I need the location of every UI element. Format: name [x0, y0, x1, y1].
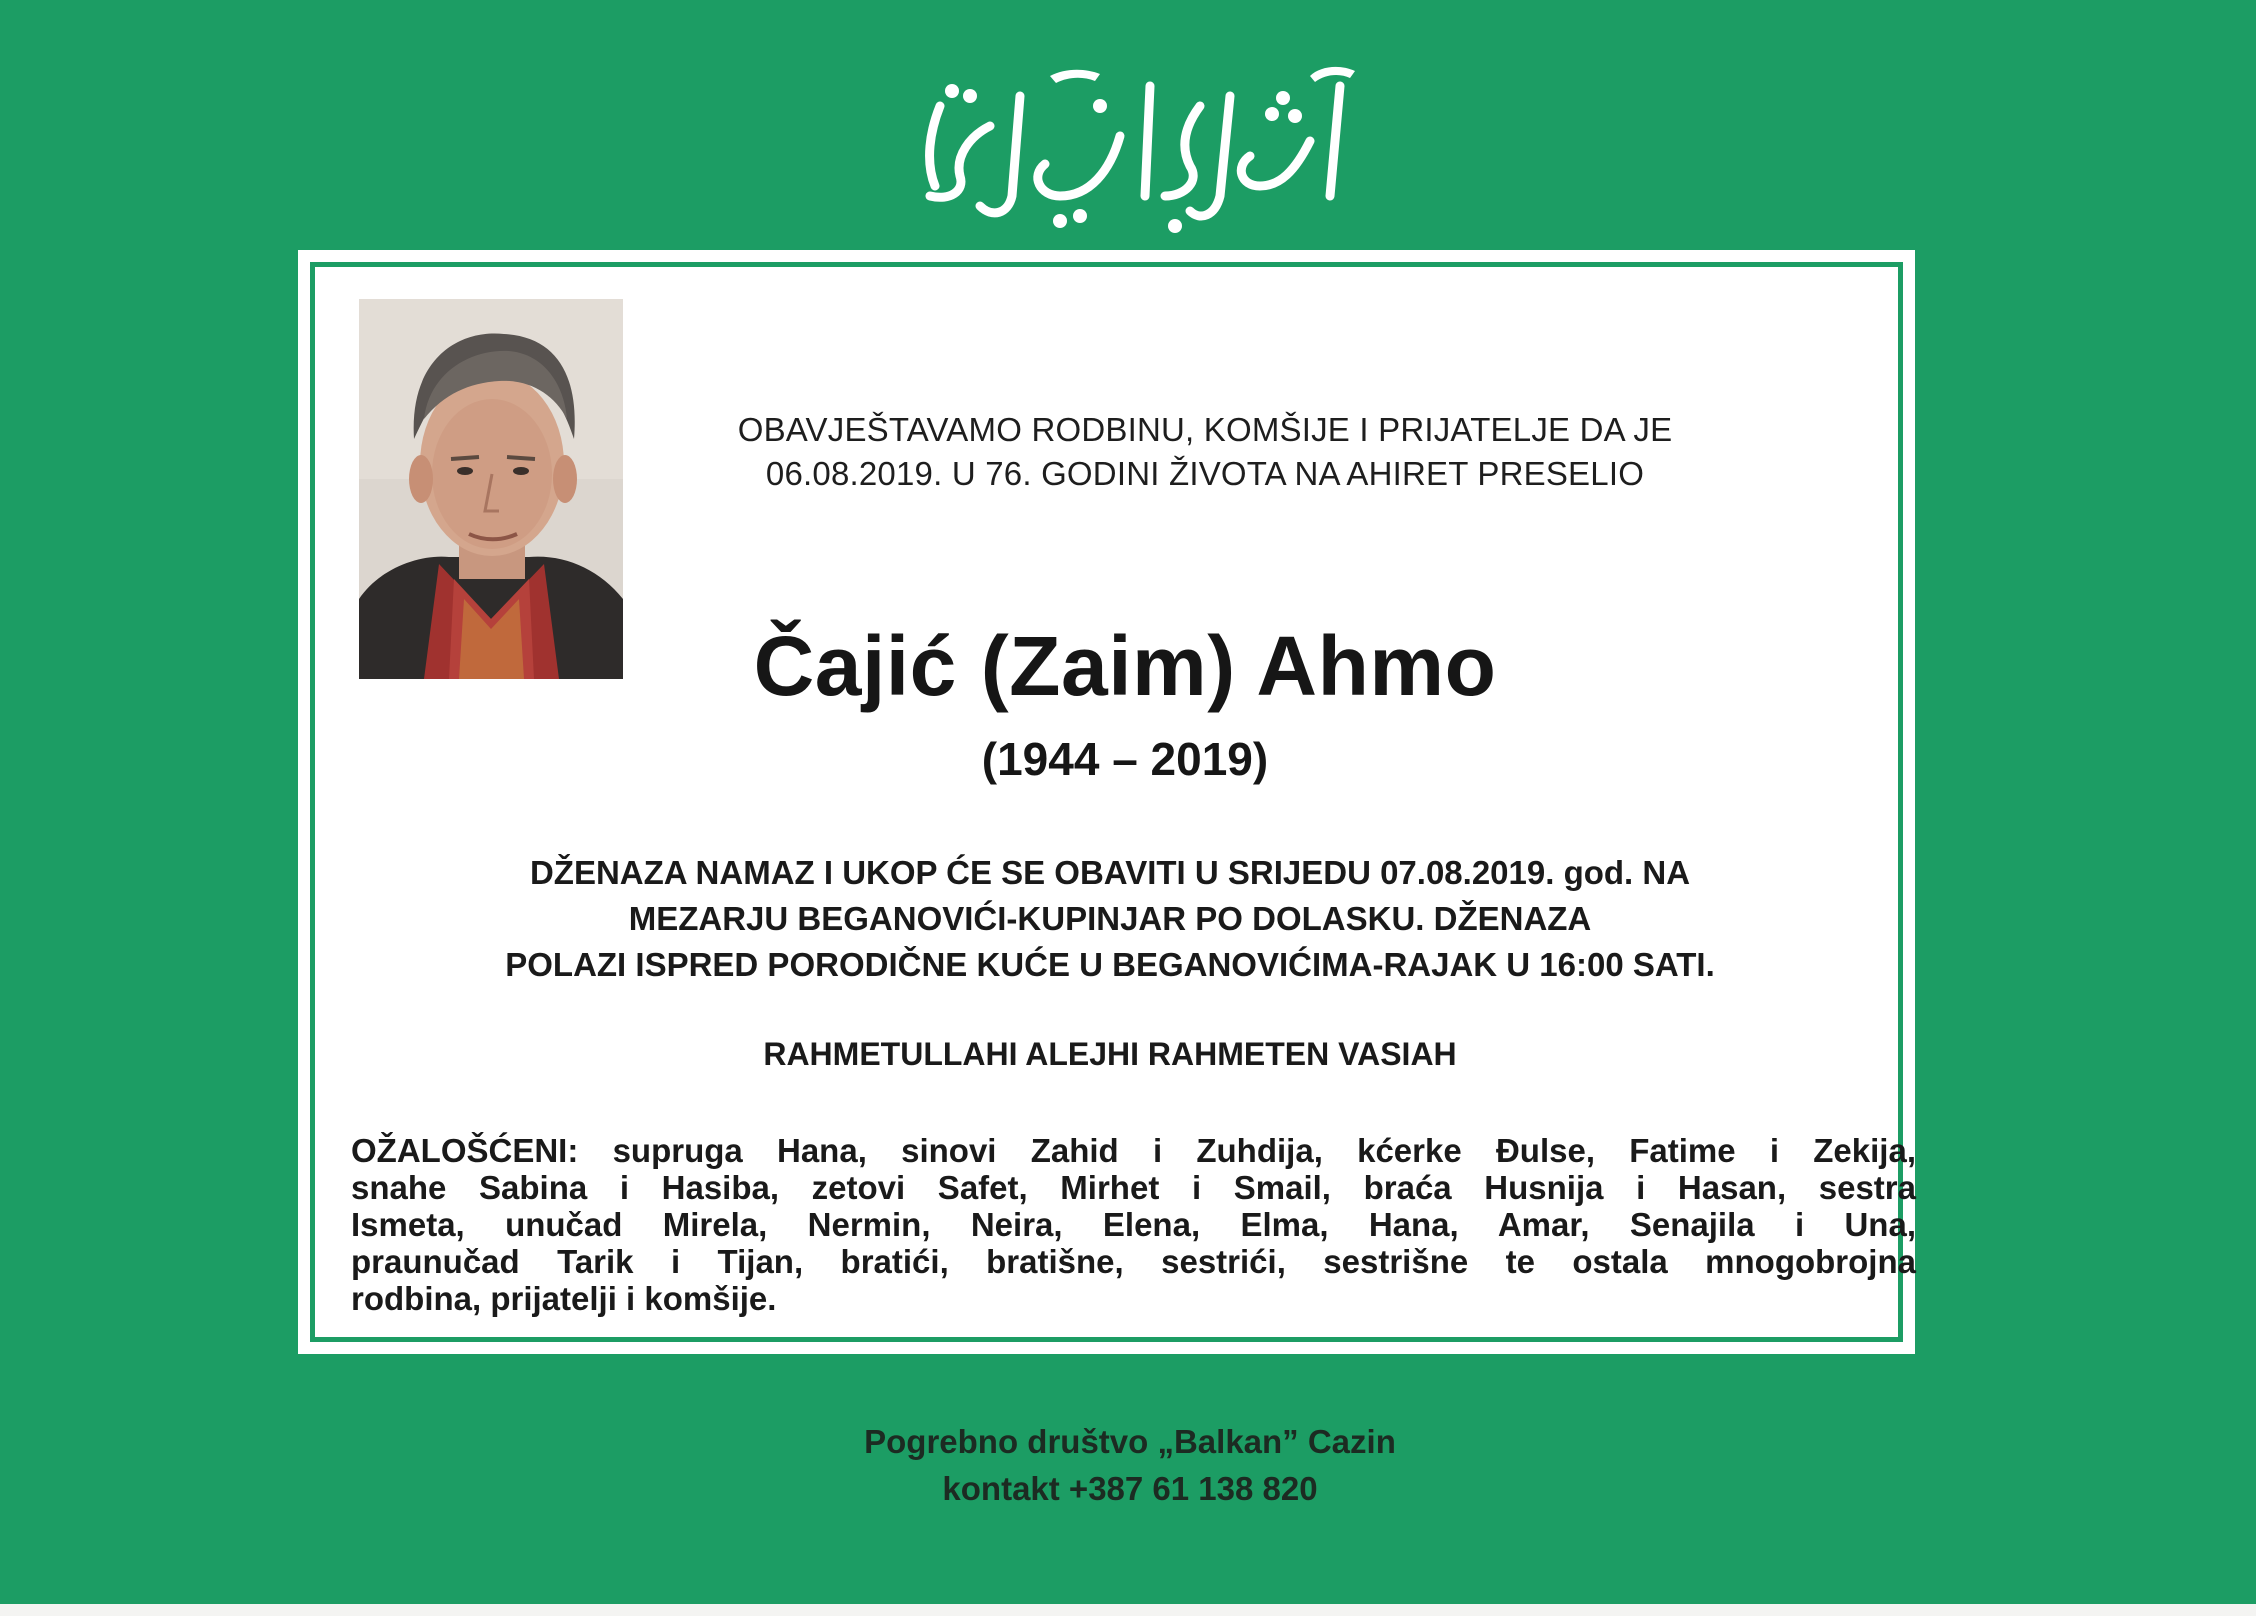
funeral-home-name: Pogrebno društvo „Balkan” Cazin [864, 1423, 1396, 1460]
scan-edge [0, 1604, 2256, 1616]
funeral-line: DŽENAZA NAMAZ I UKOP ĆE SE OBAVITI U SRIJEDU 07.08.2019. god. NA [529, 854, 1691, 891]
mourners-list [351, 1132, 1916, 1317]
mourners-line: snahe Sabina i Hasiba, zetovi Safet, Mirhet i Smail, braća Husnija i Hasan, sestra [351, 1169, 1916, 1206]
intro-line: 06.08.2019. U 76. GODINI ŽIVOTA NA AHIRET PRESELIO [765, 455, 1645, 492]
mourners-line: OŽALOŠĆENI: supruga Hana, sinovi Zahid i Zuhdija, kćerke Đulse, Fatime i Zekija, [351, 1132, 1916, 1169]
mourners-line: praunučad Tarik i Tijan, bratići, bratišne, sestrići, sestrišne te ostala mnogobrojna [351, 1243, 1916, 1280]
life-years: (1944 – 2019) [981, 733, 1269, 785]
funeral-info [360, 850, 1860, 988]
deceased-name: Čajić (Zaim) Ahmo [753, 619, 1497, 713]
funeral-home-contact: kontakt +387 61 138 820 [942, 1470, 1318, 1507]
arabic-calligraphy-icon [900, 46, 1370, 246]
announcement-intro [640, 408, 1770, 496]
funeral-line: MEZARJU BEGANOVIĆI-KUPINJAR PO DOLASKU. DŽENAZA [628, 900, 1592, 937]
mourners-line: rodbina, prijatelji i komšije. [351, 1280, 777, 1317]
mourners-line: Ismeta, unučad Mirela, Nermin, Neira, Elena, Elma, Hana, Amar, Senajila i Una, [351, 1206, 1916, 1243]
prayer-text: RAHMETULLAHI ALEJHI RAHMETEN VASIAH [763, 1036, 1457, 1072]
intro-line: OBAVJEŠTAVAMO RODBINU, KOMŠIJE I PRIJATELJE DA JE [737, 411, 1673, 448]
funeral-home-info [700, 1418, 1560, 1512]
funeral-line: POLAZI ISPRED PORODIČNE KUĆE U BEGANOVIĆIMA-RAJAK U 16:00 SATI. [505, 946, 1715, 983]
